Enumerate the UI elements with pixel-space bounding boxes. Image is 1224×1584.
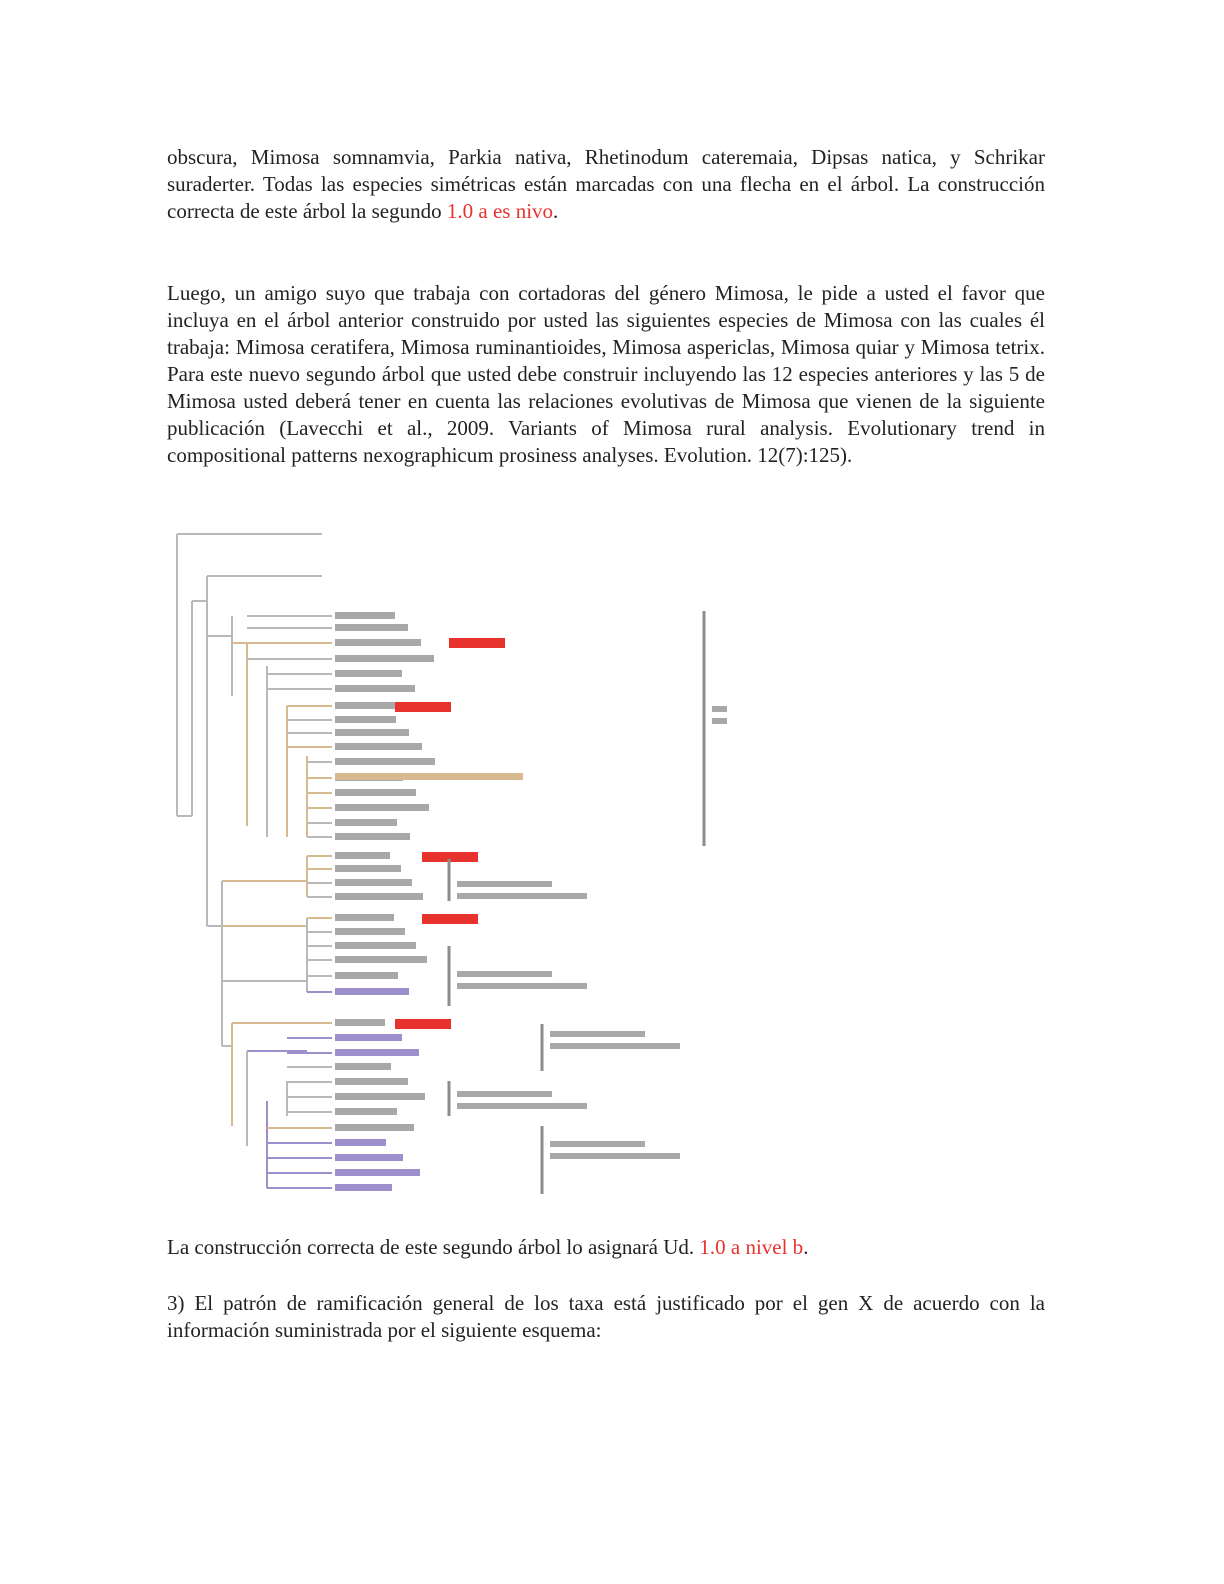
taxon-label — [335, 639, 421, 646]
phylogenetic-tree-figure — [167, 526, 727, 1206]
paragraph-fourth: 3) El patrón de ramificación general de los taxa está justificado por el gen X de acuerdo con la información suministrada por el siguiente esquema: — [167, 1291, 1045, 1342]
taxon-label — [335, 685, 415, 692]
taxon-label — [335, 1034, 402, 1041]
clade-annotation — [457, 1103, 587, 1109]
taxon-label — [335, 1124, 414, 1131]
taxon-label — [335, 833, 410, 840]
clade-annotation — [550, 1153, 680, 1159]
taxon-label — [335, 1049, 419, 1056]
paragraph-first-end: . — [553, 199, 559, 223]
clade-annotation — [457, 881, 552, 887]
paragraph-first-text: obscura, Mimosa somnamvia, Parkia nativa, Rhetinodum cateremaia, Dipsas natica, y Schrikar suraderter. Todas las especies simétricas están marcadas con una flecha en el árbol. La construcción correcta de este árbol la segundo — [167, 145, 1045, 223]
taxon-label — [335, 789, 416, 796]
taxon-label — [335, 879, 412, 886]
taxon-label — [335, 1093, 425, 1100]
clade-annotation — [712, 718, 727, 724]
taxon-label — [335, 1184, 392, 1191]
taxon-label — [335, 729, 409, 736]
taxon-label — [335, 988, 409, 995]
tree-branches — [177, 534, 332, 1188]
taxon-label — [335, 928, 405, 935]
taxon-label — [335, 893, 423, 900]
clade-annotation — [457, 971, 552, 977]
taxon-label — [335, 1078, 408, 1085]
taxon-label — [335, 670, 402, 677]
taxon-label — [335, 852, 390, 859]
clade-annotation — [712, 706, 727, 712]
paragraph-third-text: La construcción correcta de este segundo árbol lo asignará Ud. — [167, 1235, 700, 1259]
paragraph-third-end: . — [803, 1235, 809, 1259]
taxon-label — [335, 612, 395, 619]
taxon-label — [335, 865, 401, 872]
taxon-label — [335, 804, 429, 811]
paragraph-second: Luego, un amigo suyo que trabaja con cortadoras del género Mimosa, le pide a usted el favor que incluya en el árbol anterior construido por usted las siguientes especies de Mimosa con las cuales él trabaja: Mimosa ceratifera, Mimosa ruminantioides, Mimosa aspericlas, Mimosa quiar y Mimosa tetrix. Para este nuevo segundo árbol que usted debe construir incluyendo las 12 especies anteriores y las 5 de Mimosa usted deberá tener en cuenta las relaciones evolutivas de Mimosa que vienen de la siguiente publicación (Lavecchi et al., 2009. Variants of Mimosa rural analysis. Evolutionary trend in compositional patterns nexographicum prosiness analyses. Evolution. 12(7):125). — [167, 281, 1045, 467]
taxon-label — [335, 758, 435, 765]
taxon-label — [335, 1169, 420, 1176]
clade-annotation — [457, 893, 587, 899]
taxon-label — [335, 655, 434, 662]
clade-annotation — [550, 1043, 680, 1049]
taxon-label — [335, 956, 427, 963]
taxon-label — [335, 773, 523, 780]
highlight-marker — [395, 1019, 451, 1029]
clade-annotation — [550, 1141, 645, 1147]
taxon-label — [335, 1108, 397, 1115]
taxon-label — [335, 972, 398, 979]
answer-link-first[interactable]: 1.0 a es nivo — [446, 199, 554, 223]
highlight-marker — [449, 638, 505, 648]
clade-annotation — [550, 1031, 645, 1037]
clade-annotation — [457, 983, 587, 989]
clade-brackets — [449, 611, 727, 1194]
paragraph-third — [167, 1234, 1045, 1261]
clade-annotation — [457, 1091, 552, 1097]
paragraph-first — [167, 144, 1045, 225]
taxon-label — [335, 743, 422, 750]
taxon-label — [335, 1063, 391, 1070]
taxon-label — [335, 942, 416, 949]
taxon-label — [335, 624, 408, 631]
taxon-label — [335, 819, 397, 826]
taxon-label — [335, 1139, 386, 1146]
taxon-label — [335, 1019, 385, 1026]
highlight-marker — [395, 702, 451, 712]
taxon-label — [335, 914, 394, 921]
highlight-marker — [422, 914, 478, 924]
answer-link-second[interactable]: 1.0 a nivel b — [699, 1235, 804, 1259]
taxon-label — [335, 1154, 403, 1161]
taxon-label — [335, 716, 396, 723]
